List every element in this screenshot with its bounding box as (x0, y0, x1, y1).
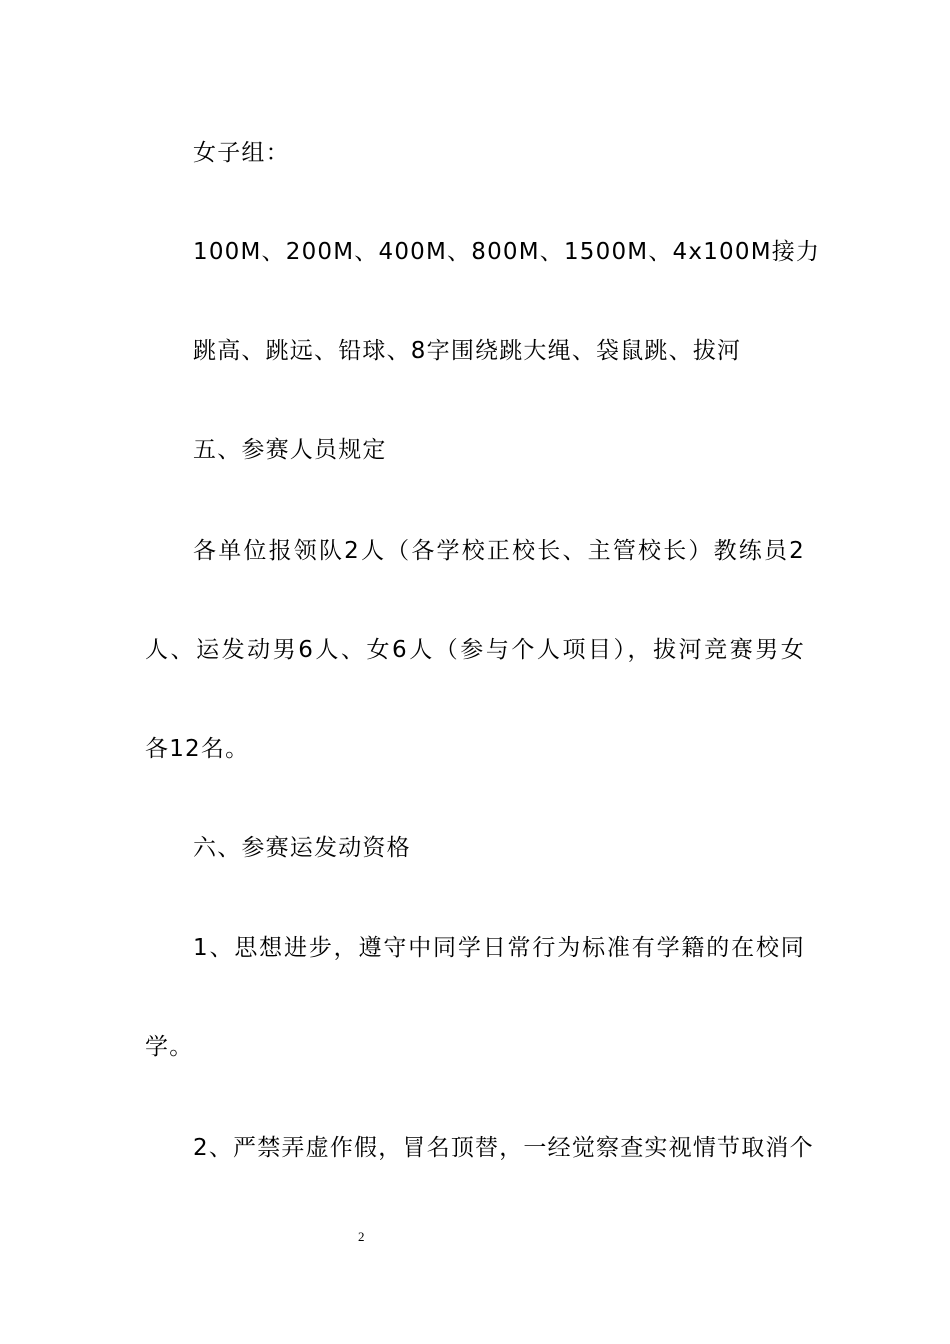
paragraph-field-events: 跳高、跳远、铅球、8字围绕跳大绳、袋鼠跳、拔河 (193, 338, 742, 364)
paragraph-participants-line-1: 各单位报领队2人（各学校正校长、主管校长）教练员2 (193, 538, 805, 564)
paragraph-participants-line-2: 人、运发动男6人、女6人（参与个人项目），拔河竞赛男女 (145, 637, 805, 663)
paragraph-qualification-1-line-2: 学。 (145, 1034, 194, 1060)
heading-section-six: 六、参赛运发动资格 (193, 835, 411, 861)
paragraph-track-events: 100M、200M、400M、800M、1500M、4x100M接力 (193, 239, 821, 265)
heading-section-five: 五、参赛人员规定 (193, 437, 387, 463)
paragraph-participants-line-3: 各12名。 (145, 736, 250, 762)
page-number: 2 (358, 1229, 365, 1244)
paragraph-qualification-2-line-1: 2、严禁弄虚作假，冒名顶替，一经觉察查实视情节取消个 (193, 1135, 814, 1161)
heading-women-group: 女子组： (193, 140, 290, 166)
paragraph-qualification-1-line-1: 1、思想进步，遵守中同学日常行为标准有学籍的在校同 (193, 935, 805, 961)
